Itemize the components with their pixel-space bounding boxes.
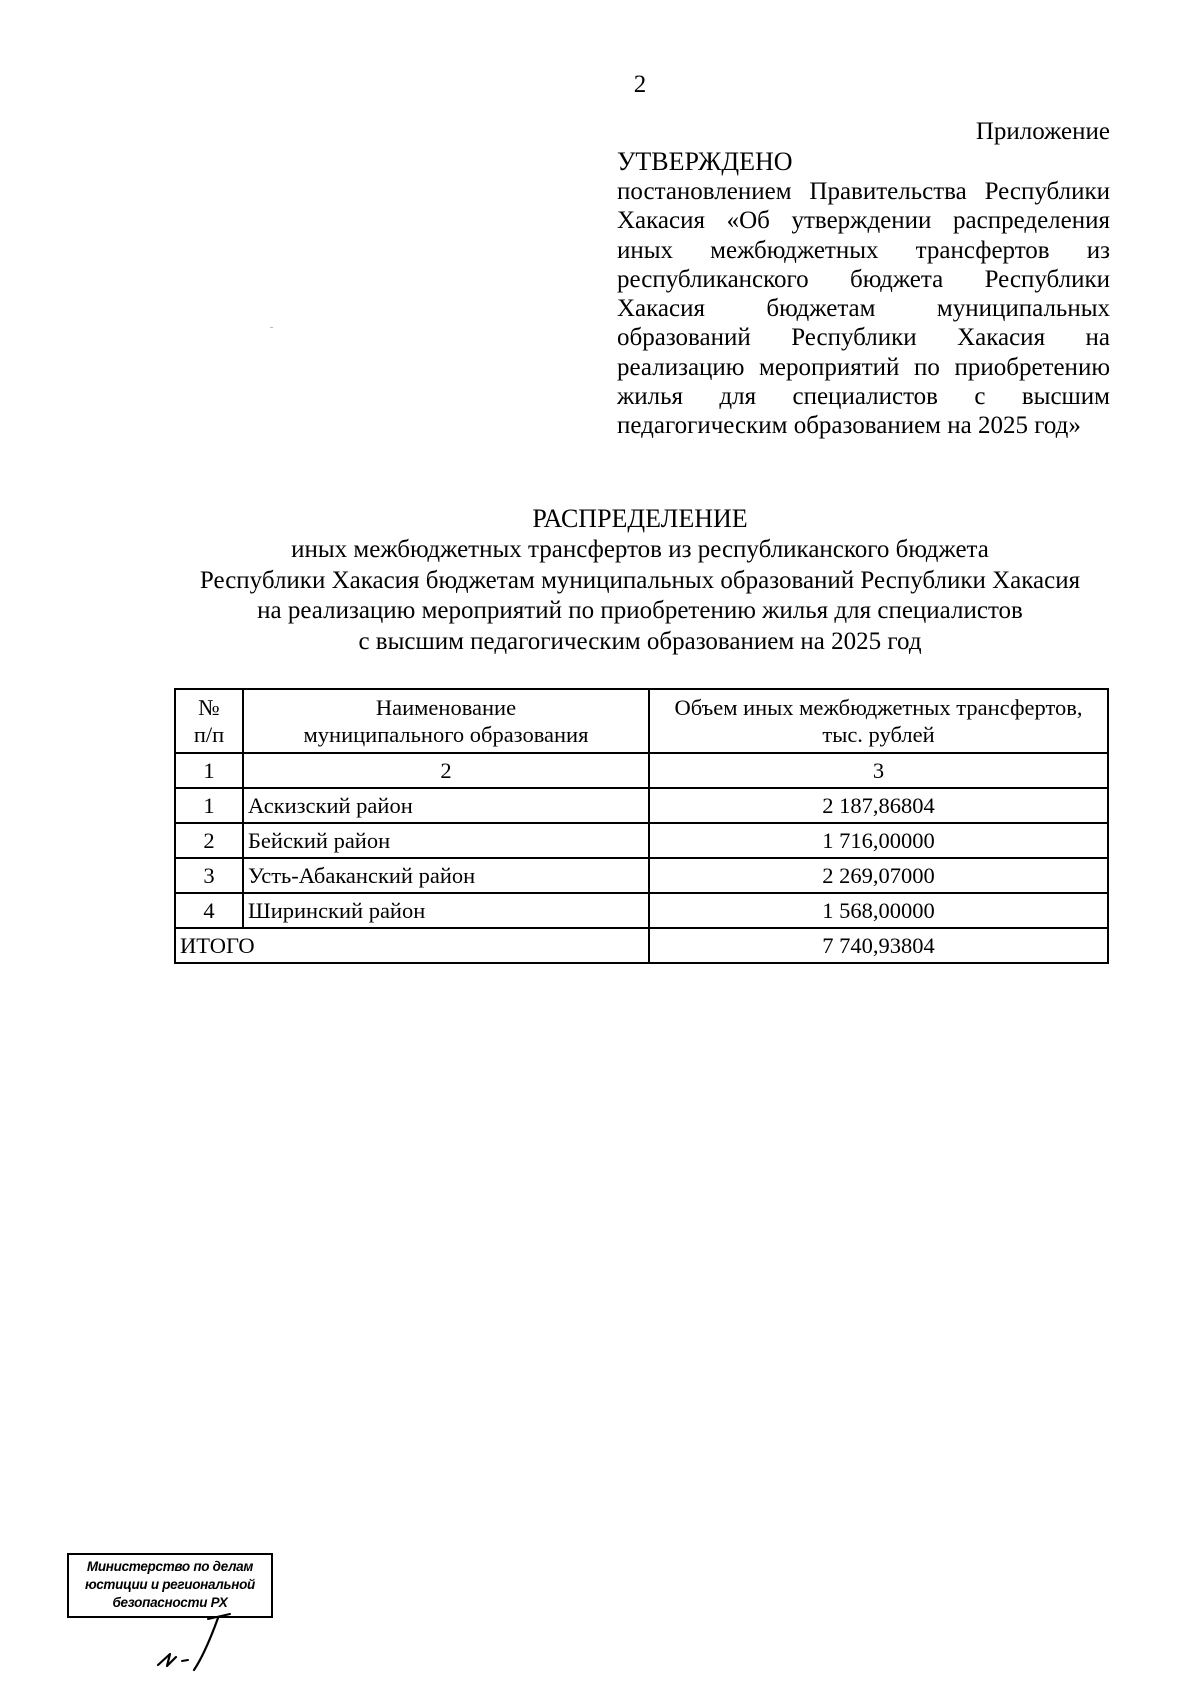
header-name [243, 689, 649, 753]
row-number: 1 [175, 788, 243, 823]
header-volume-line1: Объем иных межбюджетных трансфертов, [674, 695, 1083, 720]
subtitle-line: Республики Хакасия бюджетам муниципальных образований Республики Хакасия [199, 566, 1081, 594]
distribution-table [174, 688, 1109, 964]
column-number: 2 [243, 753, 649, 788]
row-name: Усть-Абаканский район [243, 858, 649, 893]
total-value: 7 740,93804 [649, 928, 1108, 963]
approval-block [617, 146, 1110, 441]
header-number-line2: п/п [193, 722, 225, 747]
table-row [175, 893, 1108, 928]
page-number: 2 [633, 71, 647, 98]
header-number-line1: № [198, 695, 220, 720]
approval-basis: постановлением Правительства Республики Хакасия «Об утверждении распределения иных межбюджетных трансфертов из республиканского бюджета Республики Хакасия бюджетам муниципальных образований Республики Хакасия на реализацию мероприятий по приобретению жилья для специалистов с высшим педагогическим образованием на 2025 год» [617, 178, 1110, 440]
header-volume-line2: тыс. рублей [822, 722, 935, 747]
row-name: Аскизский район [243, 788, 649, 823]
stamp-line: Министерство по делам [86, 1559, 254, 1574]
row-value: 2 269,07000 [649, 858, 1108, 893]
subtitle-line: с высшим педагогическим образованием на 2025 год [358, 627, 922, 655]
table-row [175, 788, 1108, 823]
row-value: 1 568,00000 [649, 893, 1108, 928]
row-value: 2 187,86804 [649, 788, 1108, 823]
table-header-row [175, 689, 1108, 753]
column-number: 1 [175, 753, 243, 788]
row-name: Ширинский район [243, 893, 649, 928]
subtitle-line: иных межбюджетных трансфертов из республиканского бюджета [291, 536, 989, 563]
handwritten-signature [150, 1610, 250, 1680]
stamp-line: безопасности РХ [112, 1595, 228, 1610]
row-name: Бейский район [243, 823, 649, 858]
header-name-line1: Наименование [375, 695, 517, 720]
subtitle-line: на реализацию мероприятий по приобретению жилья для специалистов [257, 597, 1023, 624]
row-value: 1 716,00000 [649, 823, 1108, 858]
document-title: РАСПРЕДЕЛЕНИЕ [532, 504, 748, 533]
ministry-stamp [67, 1553, 273, 1618]
document-title-block [150, 503, 1130, 657]
header-volume [649, 689, 1108, 753]
total-label: ИТОГО [175, 928, 649, 963]
row-number: 2 [175, 823, 243, 858]
row-number: 4 [175, 893, 243, 928]
table-row [175, 858, 1108, 893]
approved-heading: УТВЕРЖДЕНО [617, 147, 793, 176]
total-row [175, 928, 1108, 963]
header-number [175, 689, 243, 753]
scan-speck [270, 327, 273, 328]
column-number-row [175, 753, 1108, 788]
column-number: 3 [649, 753, 1108, 788]
appendix-label: Приложение [975, 118, 1110, 145]
row-number: 3 [175, 858, 243, 893]
header-name-line2: муниципального образования [303, 722, 589, 747]
table-row [175, 823, 1108, 858]
stamp-line: юстиции и региональной [85, 1577, 255, 1592]
